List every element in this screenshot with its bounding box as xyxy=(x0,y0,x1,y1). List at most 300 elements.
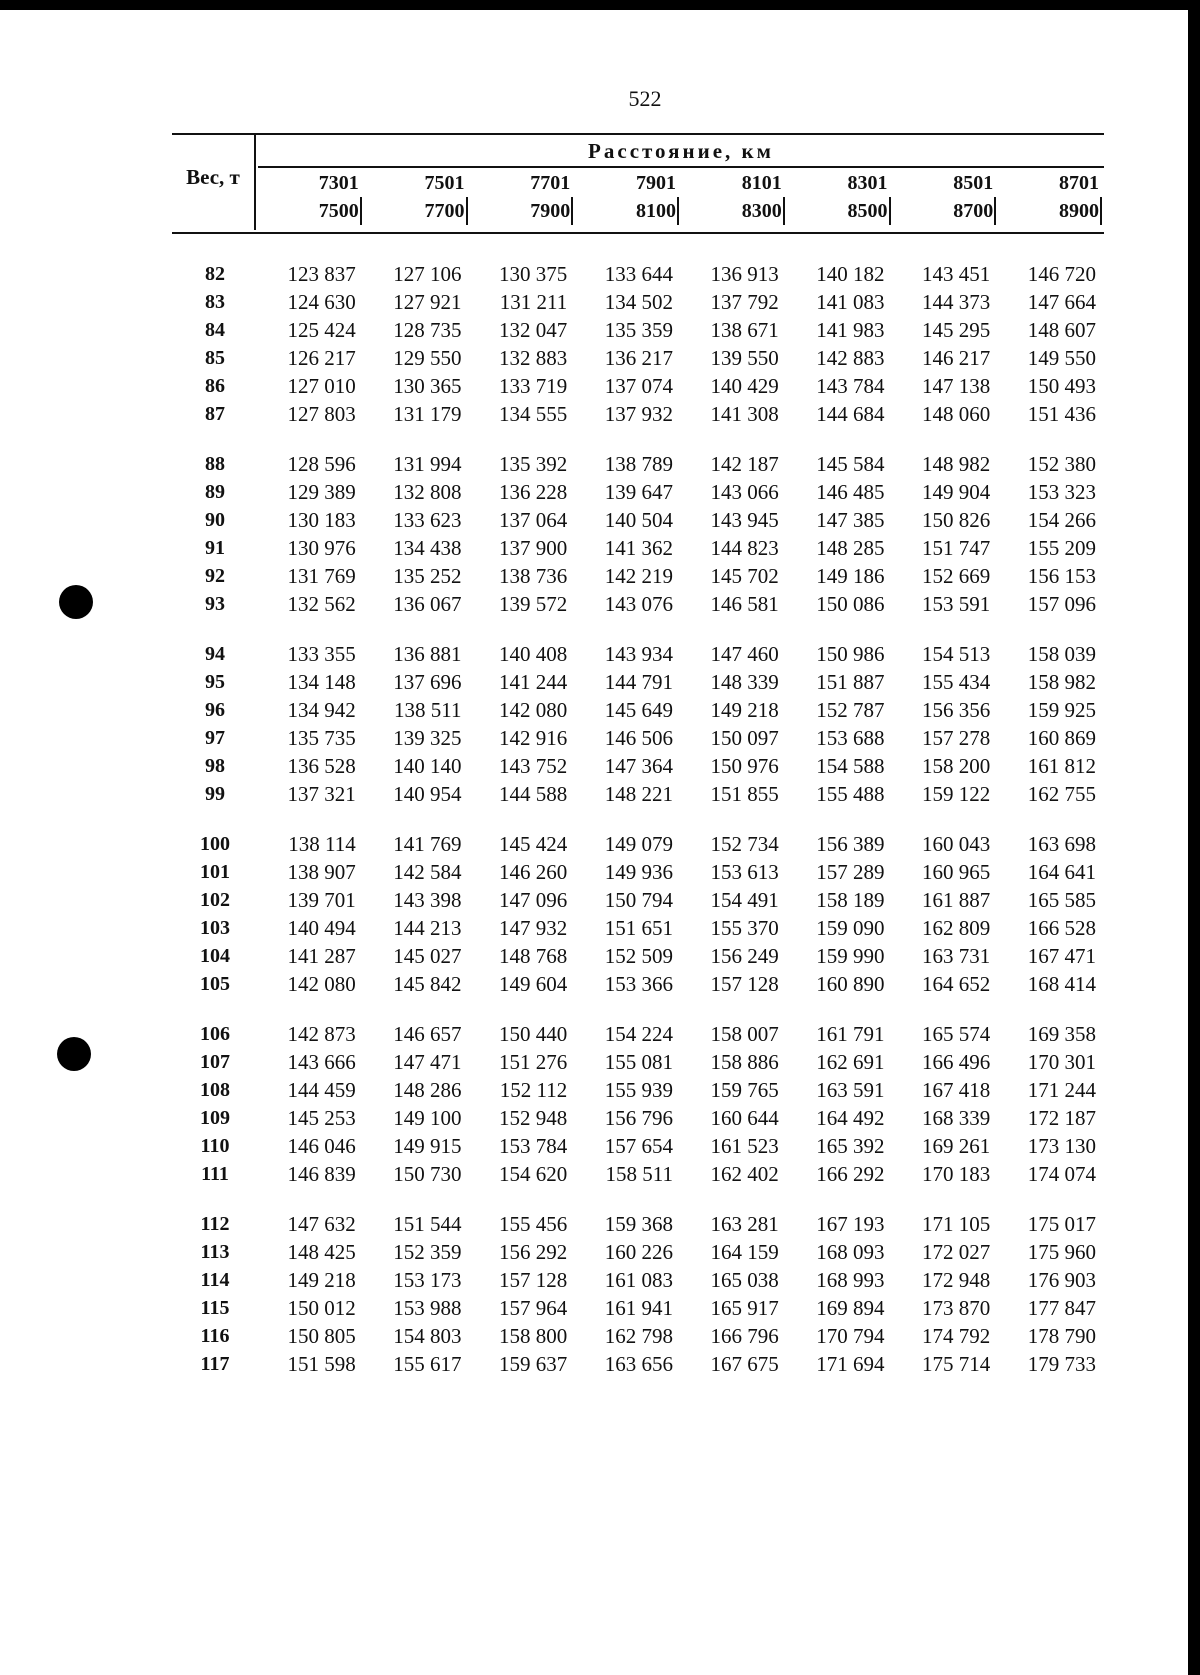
value-cells xyxy=(258,1268,1104,1293)
tariff-value-cell: 131 769 xyxy=(287,563,356,588)
tariff-value-cell: 152 112 xyxy=(499,1077,568,1102)
tariff-value-cell: 149 550 xyxy=(1027,345,1096,370)
tariff-value-cell: 155 488 xyxy=(816,781,885,806)
tariff-value-cell: 127 921 xyxy=(393,289,462,314)
distance-range-header xyxy=(893,169,999,229)
tariff-value-cell: 149 218 xyxy=(287,1267,356,1292)
table-row xyxy=(172,1266,1104,1294)
tariff-value-cell: 168 993 xyxy=(816,1267,885,1292)
tariff-value-cell: 135 252 xyxy=(393,563,462,588)
table-row xyxy=(172,478,1104,506)
tariff-value-cell: 151 887 xyxy=(816,669,885,694)
tariff-value-cell: 146 506 xyxy=(604,725,673,750)
tariff-value-cell: 127 010 xyxy=(287,373,356,398)
table-row xyxy=(172,1160,1104,1188)
tariff-value-cell: 127 106 xyxy=(393,261,462,286)
value-cells xyxy=(258,1078,1104,1103)
tariff-value-cell: 153 784 xyxy=(499,1133,568,1158)
tariff-value-cell: 154 491 xyxy=(710,887,779,912)
value-cells xyxy=(258,782,1104,807)
tariff-value-cell: 148 286 xyxy=(393,1077,462,1102)
value-cells xyxy=(258,1050,1104,1075)
tariff-value-cell: 143 451 xyxy=(922,261,991,286)
table-row xyxy=(172,780,1104,808)
tariff-value-cell: 145 584 xyxy=(816,451,885,476)
tariff-value-cell: 147 138 xyxy=(922,373,991,398)
tariff-value-cell: 156 292 xyxy=(499,1239,568,1264)
tariff-value-cell: 143 784 xyxy=(816,373,885,398)
tariff-value-cell: 148 425 xyxy=(287,1239,356,1264)
tariff-value-cell: 132 808 xyxy=(393,479,462,504)
tariff-value-cell: 161 791 xyxy=(816,1021,885,1046)
range-to: 7900 xyxy=(530,197,573,225)
tariff-value-cell: 144 823 xyxy=(710,535,779,560)
value-cells xyxy=(258,642,1104,667)
tariff-value-cell: 160 043 xyxy=(922,831,991,856)
table-header xyxy=(172,133,1104,234)
tariff-value-cell: 159 925 xyxy=(1027,697,1096,722)
tariff-value-cell: 160 644 xyxy=(710,1105,779,1130)
tariff-value-cell: 146 485 xyxy=(816,479,885,504)
tariff-value-cell: 161 523 xyxy=(710,1133,779,1158)
tariff-value-cell: 135 735 xyxy=(287,725,356,750)
row-group xyxy=(172,260,1104,428)
tariff-value-cell: 150 794 xyxy=(604,887,673,912)
weight-cell: 110 xyxy=(200,1134,230,1157)
tariff-value-cell: 166 292 xyxy=(816,1161,885,1186)
tariff-value-cell: 134 438 xyxy=(393,535,462,560)
value-cells xyxy=(258,592,1104,617)
tariff-value-cell: 147 096 xyxy=(499,887,568,912)
tariff-value-cell: 144 791 xyxy=(604,669,673,694)
table-body xyxy=(172,234,1104,1378)
distance-range-header xyxy=(787,169,893,229)
value-cells xyxy=(258,508,1104,533)
header-divider xyxy=(258,166,1104,168)
tariff-value-cell: 158 200 xyxy=(922,753,991,778)
tariff-value-cell: 170 301 xyxy=(1027,1049,1096,1074)
tariff-value-cell: 149 936 xyxy=(604,859,673,884)
tariff-value-cell: 169 894 xyxy=(816,1295,885,1320)
range-from: 8501 xyxy=(953,172,994,194)
tariff-value-cell: 148 221 xyxy=(604,781,673,806)
tariff-value-cell: 159 765 xyxy=(710,1077,779,1102)
tariff-value-cell: 154 588 xyxy=(816,753,885,778)
tariff-value-cell: 170 794 xyxy=(816,1323,885,1348)
tariff-value-cell: 147 385 xyxy=(816,507,885,532)
tariff-value-cell: 137 074 xyxy=(604,373,673,398)
tariff-value-cell: 139 550 xyxy=(710,345,779,370)
weight-cell: 96 xyxy=(205,698,225,721)
tariff-value-cell: 172 187 xyxy=(1027,1105,1096,1130)
value-cells xyxy=(258,480,1104,505)
tariff-value-cell: 140 408 xyxy=(499,641,568,666)
value-cells xyxy=(258,346,1104,371)
value-cells xyxy=(258,318,1104,343)
table-row xyxy=(172,914,1104,942)
value-cells xyxy=(258,262,1104,287)
weight-cell: 98 xyxy=(205,754,225,777)
tariff-value-cell: 164 159 xyxy=(710,1239,779,1264)
value-cells xyxy=(258,726,1104,751)
tariff-value-cell: 149 218 xyxy=(710,697,779,722)
tariff-value-cell: 179 733 xyxy=(1027,1351,1096,1376)
tariff-value-cell: 141 244 xyxy=(499,669,568,694)
tariff-value-cell: 168 414 xyxy=(1027,971,1096,996)
tariff-value-cell: 131 179 xyxy=(393,401,462,426)
tariff-value-cell: 159 990 xyxy=(816,943,885,968)
weight-cell: 107 xyxy=(200,1050,230,1073)
table-row xyxy=(172,590,1104,618)
tariff-value-cell: 169 358 xyxy=(1027,1021,1096,1046)
tariff-value-cell: 152 734 xyxy=(710,831,779,856)
tariff-value-cell: 141 362 xyxy=(604,535,673,560)
tariff-value-cell: 132 562 xyxy=(287,591,356,616)
tariff-value-cell: 140 140 xyxy=(393,753,462,778)
tariff-value-cell: 143 666 xyxy=(287,1049,356,1074)
weight-cell: 114 xyxy=(200,1268,230,1291)
weight-cell: 111 xyxy=(201,1162,229,1185)
table-row xyxy=(172,372,1104,400)
tariff-value-cell: 157 128 xyxy=(710,971,779,996)
tariff-value-cell: 153 591 xyxy=(922,591,991,616)
weight-cell: 105 xyxy=(200,972,230,995)
table-row xyxy=(172,668,1104,696)
tariff-value-cell: 147 471 xyxy=(393,1049,462,1074)
distance-range-header xyxy=(575,169,681,229)
tariff-value-cell: 146 217 xyxy=(922,345,991,370)
binder-hole-bottom xyxy=(57,1037,91,1071)
weight-cell: 92 xyxy=(205,564,225,587)
tariff-value-cell: 128 596 xyxy=(287,451,356,476)
weight-cell: 88 xyxy=(205,452,225,475)
page-number: 522 xyxy=(628,86,662,111)
tariff-value-cell: 136 067 xyxy=(393,591,462,616)
table-row xyxy=(172,1020,1104,1048)
tariff-value-cell: 146 657 xyxy=(393,1021,462,1046)
range-from: 8101 xyxy=(741,172,782,194)
tariff-value-cell: 146 260 xyxy=(499,859,568,884)
weight-cell: 109 xyxy=(200,1106,230,1129)
tariff-value-cell: 149 904 xyxy=(922,479,991,504)
tariff-value-cell: 130 365 xyxy=(393,373,462,398)
tariff-value-cell: 152 380 xyxy=(1027,451,1096,476)
tariff-value-cell: 138 511 xyxy=(394,697,462,722)
tariff-value-cell: 131 994 xyxy=(393,451,462,476)
tariff-value-cell: 154 620 xyxy=(499,1161,568,1186)
tariff-value-cell: 175 017 xyxy=(1027,1211,1096,1236)
tariff-value-cell: 157 128 xyxy=(499,1267,568,1292)
value-cells xyxy=(258,916,1104,941)
tariff-value-cell: 152 669 xyxy=(922,563,991,588)
value-cells xyxy=(258,888,1104,913)
tariff-value-cell: 162 798 xyxy=(604,1323,673,1348)
tariff-value-cell: 146 720 xyxy=(1027,261,1096,286)
table-row xyxy=(172,450,1104,478)
tariff-value-cell: 166 496 xyxy=(922,1049,991,1074)
value-cells xyxy=(258,670,1104,695)
tariff-value-cell: 165 574 xyxy=(922,1021,991,1046)
tariff-value-cell: 158 511 xyxy=(605,1161,673,1186)
tariff-value-cell: 142 187 xyxy=(710,451,779,476)
tariff-value-cell: 150 440 xyxy=(499,1021,568,1046)
tariff-value-cell: 138 736 xyxy=(499,563,568,588)
tariff-value-cell: 134 502 xyxy=(604,289,673,314)
range-to: 8700 xyxy=(953,197,996,225)
tariff-value-cell: 152 948 xyxy=(499,1105,568,1130)
tariff-value-cell: 173 870 xyxy=(922,1295,991,1320)
value-cells xyxy=(258,536,1104,561)
tariff-value-cell: 137 064 xyxy=(499,507,568,532)
tariff-value-cell: 130 375 xyxy=(499,261,568,286)
value-cells xyxy=(258,452,1104,477)
weight-cell: 99 xyxy=(205,782,225,805)
value-cells xyxy=(258,832,1104,857)
value-cells xyxy=(258,1296,1104,1321)
table-row xyxy=(172,260,1104,288)
weight-cell: 86 xyxy=(205,374,225,397)
range-from: 8701 xyxy=(1059,172,1099,194)
tariff-value-cell: 161 887 xyxy=(922,887,991,912)
tariff-value-cell: 165 917 xyxy=(710,1295,779,1320)
table-row xyxy=(172,942,1104,970)
distance-header: Расстояние, км xyxy=(588,139,774,163)
tariff-value-cell: 157 964 xyxy=(499,1295,568,1320)
row-group xyxy=(172,1020,1104,1188)
tariff-value-cell: 177 847 xyxy=(1027,1295,1096,1320)
range-to: 8900 xyxy=(1059,197,1102,225)
value-cells xyxy=(258,1134,1104,1159)
tariff-value-cell: 142 584 xyxy=(393,859,462,884)
distance-range-header xyxy=(258,169,364,229)
tariff-value-cell: 149 100 xyxy=(393,1105,462,1130)
tariff-value-cell: 136 217 xyxy=(604,345,673,370)
tariff-value-cell: 152 787 xyxy=(816,697,885,722)
tariff-value-cell: 134 148 xyxy=(287,669,356,694)
table-row xyxy=(172,1210,1104,1238)
tariff-value-cell: 140 429 xyxy=(710,373,779,398)
tariff-value-cell: 159 637 xyxy=(499,1351,568,1376)
tariff-value-cell: 150 012 xyxy=(287,1295,356,1320)
tariff-value-cell: 137 900 xyxy=(499,535,568,560)
tariff-value-cell: 134 942 xyxy=(287,697,356,722)
tariff-value-cell: 171 105 xyxy=(922,1211,991,1236)
tariff-value-cell: 141 769 xyxy=(393,831,462,856)
value-cells xyxy=(258,972,1104,997)
row-group xyxy=(172,450,1104,618)
range-to: 7700 xyxy=(425,197,468,225)
table-row xyxy=(172,696,1104,724)
tariff-value-cell: 148 607 xyxy=(1027,317,1096,342)
range-to: 8300 xyxy=(742,197,785,225)
tariff-value-cell: 163 281 xyxy=(710,1211,779,1236)
tariff-value-cell: 133 719 xyxy=(499,373,568,398)
tariff-value-cell: 141 308 xyxy=(710,401,779,426)
tariff-value-cell: 160 965 xyxy=(922,859,991,884)
tariff-value-cell: 155 370 xyxy=(710,915,779,940)
range-to: 7500 xyxy=(319,197,362,225)
weight-cell: 93 xyxy=(205,592,225,615)
table-row xyxy=(172,1322,1104,1350)
value-cells xyxy=(258,1106,1104,1131)
value-cells xyxy=(258,944,1104,969)
tariff-value-cell: 149 915 xyxy=(393,1133,462,1158)
tariff-value-cell: 154 513 xyxy=(922,641,991,666)
tariff-value-cell: 130 183 xyxy=(287,507,356,532)
tariff-value-cell: 140 504 xyxy=(604,507,673,532)
tariff-value-cell: 136 228 xyxy=(499,479,568,504)
value-cells xyxy=(258,1324,1104,1349)
tariff-value-cell: 139 572 xyxy=(499,591,568,616)
tariff-value-cell: 158 982 xyxy=(1027,669,1096,694)
tariff-value-cell: 149 186 xyxy=(816,563,885,588)
range-from: 7701 xyxy=(530,172,571,194)
tariff-value-cell: 156 153 xyxy=(1027,563,1096,588)
tariff-value-cell: 138 789 xyxy=(604,451,673,476)
tariff-value-cell: 159 368 xyxy=(604,1211,673,1236)
table-row xyxy=(172,1076,1104,1104)
weight-cell: 106 xyxy=(200,1022,230,1045)
tariff-value-cell: 145 027 xyxy=(393,943,462,968)
tariff-value-cell: 167 193 xyxy=(816,1211,885,1236)
tariff-value-cell: 151 276 xyxy=(499,1049,568,1074)
tariff-value-cell: 127 803 xyxy=(287,401,356,426)
weight-cell: 87 xyxy=(205,402,225,425)
weight-cell: 108 xyxy=(200,1078,230,1101)
tariff-value-cell: 152 509 xyxy=(604,943,673,968)
tariff-value-cell: 160 869 xyxy=(1027,725,1096,750)
tariff-value-cell: 142 080 xyxy=(499,697,568,722)
table-row xyxy=(172,886,1104,914)
tariff-value-cell: 162 755 xyxy=(1027,781,1096,806)
tariff-value-cell: 144 373 xyxy=(922,289,991,314)
tariff-value-cell: 153 173 xyxy=(393,1267,462,1292)
tariff-value-cell: 144 213 xyxy=(393,915,462,940)
tariff-value-cell: 143 398 xyxy=(393,887,462,912)
tariff-value-cell: 128 735 xyxy=(393,317,462,342)
tariff-value-cell: 153 613 xyxy=(710,859,779,884)
tariff-value-cell: 154 224 xyxy=(604,1021,673,1046)
tariff-value-cell: 138 907 xyxy=(287,859,356,884)
tariff-value-cell: 143 934 xyxy=(604,641,673,666)
tariff-value-cell: 148 060 xyxy=(922,401,991,426)
weight-cell: 95 xyxy=(205,670,225,693)
weight-cell: 100 xyxy=(200,832,230,855)
tariff-value-cell: 136 913 xyxy=(710,261,779,286)
tariff-value-cell: 151 855 xyxy=(710,781,779,806)
tariff-value-cell: 157 654 xyxy=(604,1133,673,1158)
tariff-value-cell: 147 932 xyxy=(499,915,568,940)
tariff-value-cell: 147 460 xyxy=(710,641,779,666)
tariff-value-cell: 168 093 xyxy=(816,1239,885,1264)
tariff-value-cell: 126 217 xyxy=(287,345,356,370)
tariff-value-cell: 133 644 xyxy=(604,261,673,286)
tariff-value-cell: 173 130 xyxy=(1027,1133,1096,1158)
tariff-value-cell: 174 792 xyxy=(922,1323,991,1348)
tariff-value-cell: 140 182 xyxy=(816,261,885,286)
weight-cell: 117 xyxy=(200,1352,230,1375)
tariff-value-cell: 147 364 xyxy=(604,753,673,778)
weight-cell: 82 xyxy=(205,262,225,285)
range-from: 7301 xyxy=(318,172,359,194)
value-cells xyxy=(258,860,1104,885)
tariff-value-cell: 148 982 xyxy=(922,451,991,476)
tariff-value-cell: 158 886 xyxy=(710,1049,779,1074)
value-cells xyxy=(258,1022,1104,1047)
tariff-value-cell: 164 492 xyxy=(816,1105,885,1130)
tariff-value-cell: 151 747 xyxy=(922,535,991,560)
tariff-value-cell: 131 211 xyxy=(499,289,568,314)
tariff-value-cell: 157 096 xyxy=(1027,591,1096,616)
value-cells xyxy=(258,1212,1104,1237)
weight-cell: 112 xyxy=(200,1212,230,1235)
tariff-value-cell: 145 649 xyxy=(604,697,673,722)
tariff-table xyxy=(172,133,1104,1400)
tariff-value-cell: 151 598 xyxy=(287,1351,356,1376)
tariff-value-cell: 125 424 xyxy=(287,317,356,342)
tariff-value-cell: 135 392 xyxy=(499,451,568,476)
tariff-value-cell: 143 945 xyxy=(710,507,779,532)
range-from: 7501 xyxy=(424,172,465,194)
tariff-value-cell: 141 983 xyxy=(816,317,885,342)
distance-ranges xyxy=(258,169,1104,229)
range-from: 7901 xyxy=(636,172,676,194)
tariff-value-cell: 150 086 xyxy=(816,591,885,616)
tariff-value-cell: 171 694 xyxy=(816,1351,885,1376)
tariff-value-cell: 137 792 xyxy=(710,289,779,314)
tariff-value-cell: 157 289 xyxy=(816,859,885,884)
weight-cell: 102 xyxy=(200,888,230,911)
tariff-value-cell: 162 809 xyxy=(922,915,991,940)
tariff-value-cell: 171 244 xyxy=(1027,1077,1096,1102)
tariff-value-cell: 123 837 xyxy=(287,261,356,286)
table-row xyxy=(172,288,1104,316)
tariff-value-cell: 150 805 xyxy=(287,1323,356,1348)
tariff-value-cell: 148 285 xyxy=(816,535,885,560)
tariff-value-cell: 151 544 xyxy=(393,1211,462,1236)
tariff-value-cell: 167 471 xyxy=(1027,943,1096,968)
tariff-value-cell: 168 339 xyxy=(922,1105,991,1130)
tariff-value-cell: 166 796 xyxy=(710,1323,779,1348)
tariff-value-cell: 163 698 xyxy=(1027,831,1096,856)
table-row xyxy=(172,1048,1104,1076)
weight-cell: 94 xyxy=(205,642,225,665)
tariff-value-cell: 139 701 xyxy=(287,887,356,912)
tariff-value-cell: 150 986 xyxy=(816,641,885,666)
tariff-value-cell: 124 630 xyxy=(287,289,356,314)
tariff-value-cell: 136 528 xyxy=(287,753,356,778)
tariff-value-cell: 143 066 xyxy=(710,479,779,504)
table-row xyxy=(172,316,1104,344)
tariff-value-cell: 145 253 xyxy=(287,1105,356,1130)
tariff-value-cell: 144 588 xyxy=(499,781,568,806)
tariff-value-cell: 163 731 xyxy=(922,943,991,968)
tariff-value-cell: 142 883 xyxy=(816,345,885,370)
weight-cell: 84 xyxy=(205,318,225,341)
tariff-value-cell: 150 976 xyxy=(710,753,779,778)
tariff-value-cell: 142 219 xyxy=(604,563,673,588)
tariff-value-cell: 132 047 xyxy=(499,317,568,342)
tariff-value-cell: 143 752 xyxy=(499,753,568,778)
tariff-value-cell: 146 581 xyxy=(710,591,779,616)
table-row xyxy=(172,506,1104,534)
table-row xyxy=(172,1238,1104,1266)
tariff-value-cell: 158 039 xyxy=(1027,641,1096,666)
distance-range-header xyxy=(681,169,787,229)
tariff-value-cell: 145 295 xyxy=(922,317,991,342)
value-cells xyxy=(258,1162,1104,1187)
tariff-value-cell: 161 083 xyxy=(604,1267,673,1292)
